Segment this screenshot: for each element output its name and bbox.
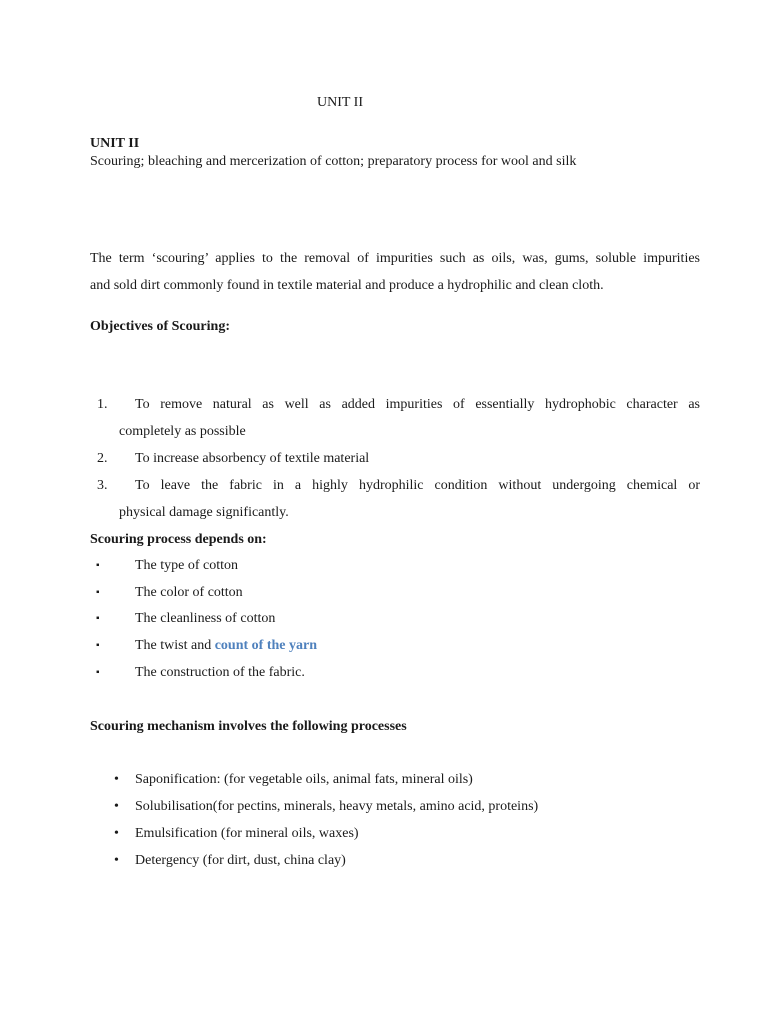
count-of-yarn-link[interactable]: count of the yarn [214,638,317,653]
objective-1-line-2: completely as possible [119,424,246,439]
objective-3-line-2: physical damage significantly. [119,505,289,520]
mechanism-heading: Scouring mechanism involves the following processes [90,719,407,734]
objectives-heading: Objectives of Scouring: [90,319,230,334]
square-bullet-icon: ▪ [96,613,100,624]
centered-title: UNIT II [317,95,364,110]
mechanism-item: Detergency (for dirt, dust, china clay) [135,853,346,868]
unit-heading: UNIT II [90,136,140,151]
intro-line-2: and sold dirt commonly found in textile material and produce a hydrophilic and clean cloth. [90,278,604,293]
depends-item-yarn [135,637,317,655]
mechanism-item: Solubilisation(for pectins, minerals, heavy metals, amino acid, proteins) [135,799,539,814]
unit-subtitle: Scouring; bleaching and mercerization of cotton; preparatory process for wool and silk [90,154,577,169]
mechanism-item: Emulsification (for mineral oils, waxes) [135,826,359,841]
objective-number: 3. [97,478,108,493]
depends-heading: Scouring process depends on: [90,532,267,547]
square-bullet-icon: ▪ [96,667,100,678]
square-bullet-icon: ▪ [96,560,100,571]
square-bullet-icon: ▪ [96,587,100,598]
square-bullet-icon: ▪ [96,640,100,651]
bullet-icon: • [114,826,119,841]
objective-3-line-1: To leave the fabric in a highly hydrophilic condition without undergoing chemical or [135,478,700,493]
bullet-icon: • [114,853,119,868]
depends-item: The type of cotton [135,558,239,573]
depends-item: The construction of the fabric. [135,665,305,680]
objective-1-line-1: To remove natural as well as added impurities of essentially hydrophobic character as [135,397,700,412]
depends-item: The color of cotton [135,585,243,600]
intro-line-1: The term ‘scouring’ applies to the removal of impurities such as oils, was, gums, soluble impurities [90,251,700,266]
bullet-icon: • [114,799,119,814]
objective-2-line-1: To increase absorbency of textile material [135,451,370,466]
depends-item: The cleanliness of cotton [135,611,276,626]
objective-number: 2. [97,451,108,466]
mechanism-item: Saponification: (for vegetable oils, animal fats, mineral oils) [135,772,473,787]
yarn-item-prefix: The twist and [135,638,212,653]
bullet-icon: • [114,772,119,787]
objective-number: 1. [97,397,108,412]
